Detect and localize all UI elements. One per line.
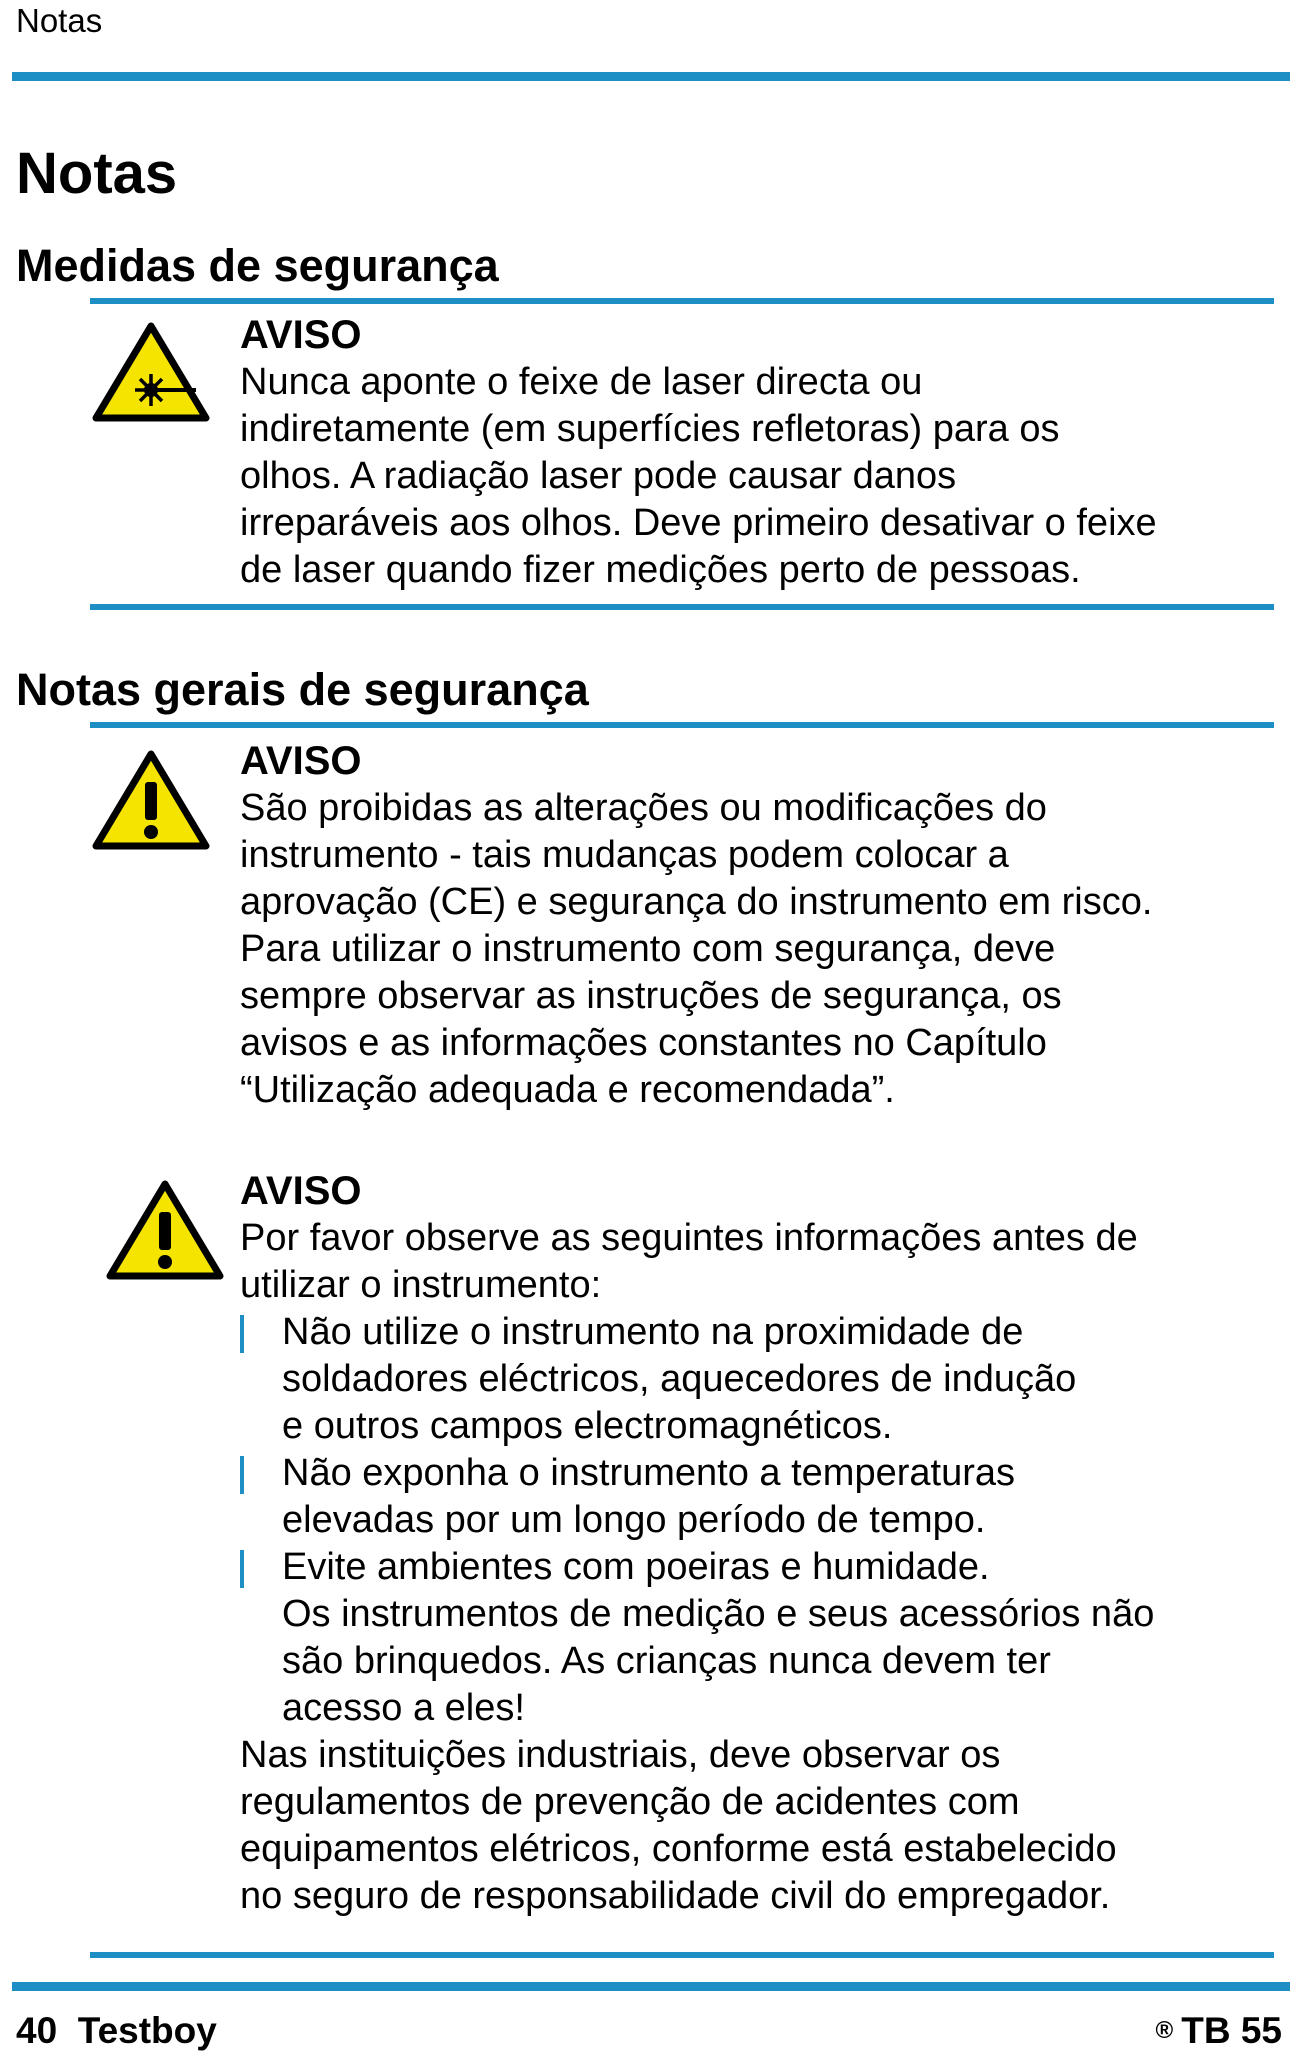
header-rule <box>12 72 1290 81</box>
warning-intro-line: utilizar o instrumento: <box>240 1264 602 1306</box>
warning-text-line: de laser quando fizer medições perto de pessoas. <box>240 549 1081 591</box>
section-rule <box>90 722 1274 728</box>
page-title: Notas <box>16 141 178 206</box>
brand-name: Testboy <box>77 2010 217 2051</box>
bullet-line: acesso a eles! <box>282 1687 525 1729</box>
bullet-line: são brinquedos. As crianças nunca devem ter <box>282 1640 1051 1682</box>
list-item <box>240 1544 1154 1732</box>
warning-text-line: avisos e as informações constantes no Capítulo <box>240 1022 1047 1064</box>
bullet-line: Não utilize o instrumento na proximidade de <box>282 1311 1024 1353</box>
warning-outro-line: Nas instituições industriais, deve observar os <box>240 1734 1001 1776</box>
running-header: Notas <box>16 2 103 39</box>
warning-block-laser <box>240 312 1157 594</box>
section-rule <box>90 604 1274 610</box>
bullet-line: elevadas por um longo período de tempo. <box>282 1499 986 1541</box>
warning-text-line: São proibidas as alterações ou modificações do <box>240 787 1047 829</box>
bullet-line: e outros campos electromagnéticos. <box>282 1405 893 1447</box>
list-item <box>240 1450 1154 1544</box>
model-name: TB 55 <box>1181 2010 1282 2051</box>
footer-rule <box>12 1982 1290 1991</box>
section-title-notas-gerais: Notas gerais de segurança <box>16 664 589 715</box>
warning-block-environment <box>240 1168 1154 1920</box>
warning-text-line: indiretamente (em superfícies refletoras) para os <box>240 408 1060 450</box>
warning-label: AVISO <box>240 1169 362 1213</box>
warning-text-line: olhos. A radiação laser pode causar danos <box>240 455 957 497</box>
warning-text-line: sempre observar as instruções de segurança, os <box>240 975 1062 1017</box>
bullet-mark <box>240 1456 244 1494</box>
list-item <box>240 1309 1154 1450</box>
warning-block-modifications <box>240 738 1152 1114</box>
exclamation-warning-icon <box>92 750 210 855</box>
footer-right <box>1156 2010 1282 2052</box>
warning-outro-line: regulamentos de prevenção de acidentes com <box>240 1781 1020 1823</box>
bullet-line: Evite ambientes com poeiras e humidade. <box>282 1546 990 1588</box>
exclamation-warning-icon <box>106 1180 224 1285</box>
section-rule <box>90 1952 1274 1958</box>
section-rule <box>90 298 1274 304</box>
warning-intro-line: Por favor observe as seguintes informações antes de <box>240 1217 1138 1259</box>
bullet-line: Os instrumentos de medição e seus acessórios não <box>282 1593 1155 1635</box>
bullet-line: soldadores eléctricos, aquecedores de indução <box>282 1358 1077 1400</box>
warning-outro-line: no seguro de responsabilidade civil do empregador. <box>240 1875 1111 1917</box>
bullet-line: Não exponha o instrumento a temperaturas <box>282 1452 1015 1494</box>
warning-text-line: “Utilização adequada e recomendada”. <box>240 1069 895 1111</box>
warning-text-line: instrumento - tais mudanças podem colocar a <box>240 834 1009 876</box>
warning-text-line: Para utilizar o instrumento com segurança, deve <box>240 928 1056 970</box>
warning-text-line: irreparáveis aos olhos. Deve primeiro desativar o feixe <box>240 502 1157 544</box>
section-title-medidas: Medidas de segurança <box>16 240 499 291</box>
warning-label: AVISO <box>240 313 362 357</box>
footer-left <box>16 2010 217 2052</box>
warning-text-line: Nunca aponte o feixe de laser directa ou <box>240 361 923 403</box>
bullet-mark <box>240 1315 244 1353</box>
page-number: 40 <box>16 2010 58 2051</box>
bullet-mark <box>240 1550 244 1588</box>
warning-text-line: aprovação (CE) e segurança do instrumento em risco. <box>240 881 1153 923</box>
warning-label: AVISO <box>240 739 362 783</box>
warning-outro-line: equipamentos elétricos, conforme está estabelecido <box>240 1828 1117 1870</box>
laser-warning-icon <box>92 322 210 427</box>
registered-mark: ® <box>1155 2017 1174 2044</box>
